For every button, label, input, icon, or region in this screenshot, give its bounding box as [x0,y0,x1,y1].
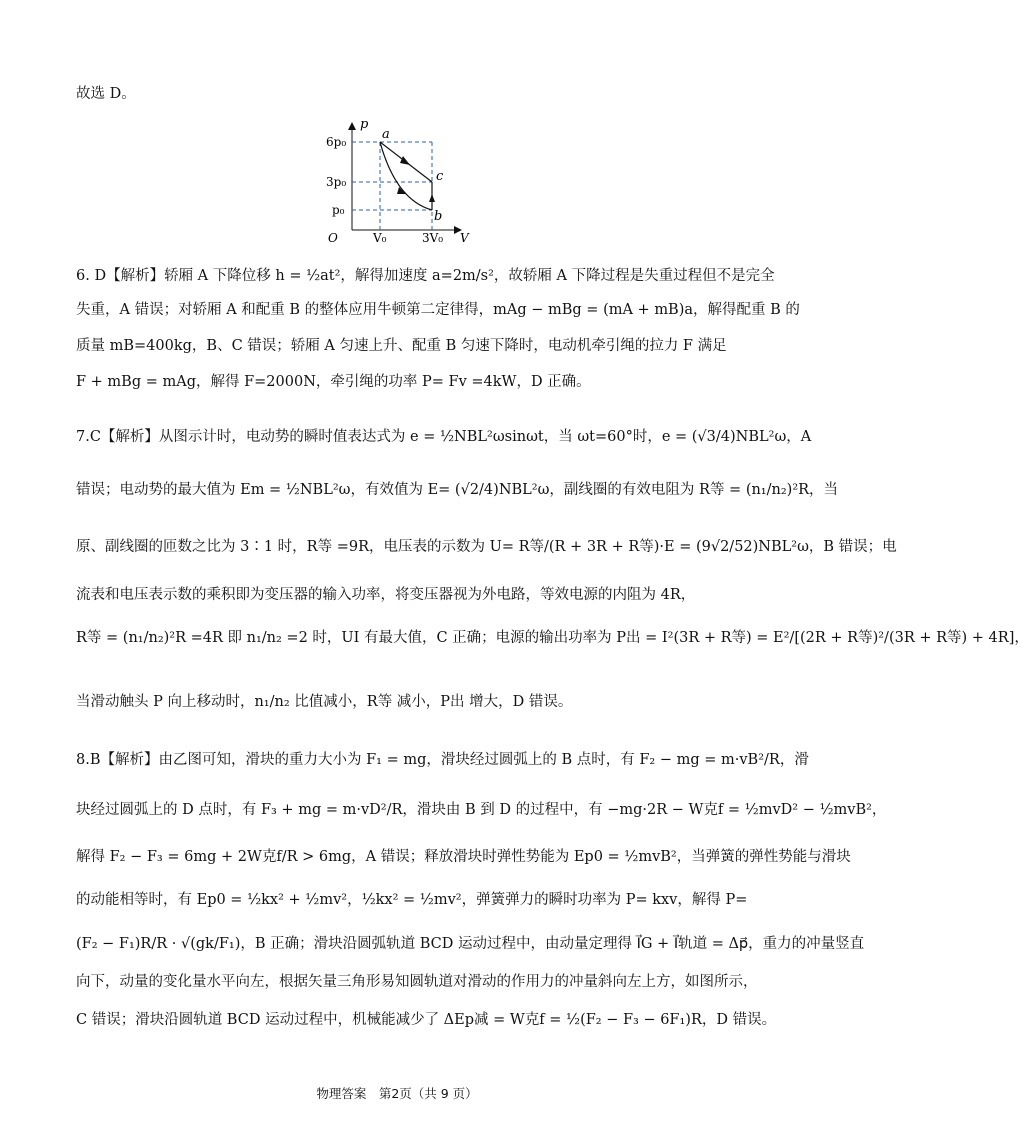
q8-line-5: (F₂ − F₁)R/R · √(gk/F₁)，B 正确；滑块沿圆弧轨道 BCD 运动过程中，由动量定理得 I⃗G + I⃗轨道 = Δp⃗，重力的冲量竖直 [76,936,865,952]
q6-line-2: 失重，A 错误；对轿厢 A 和配重 B 的整体应用牛顿第二定律得，mAg − mBg = (mA + mB)a，解得配重 B 的 [76,302,800,318]
q8-line-1: 8.B【解析】由乙图可知，滑块的重力大小为 F₁ = mg，滑块经过圆弧上的 B 点时，有 F₂ − mg = m·vB²/R，滑 [76,752,809,768]
q7-line-4: 流表和电压表示数的乘积即为变压器的输入功率，将变压器视为外电路，等效电源的内阻为 4R， [76,587,696,603]
q7-line-1: 7.C【解析】从图示计时，电动势的瞬时值表达式为 e = ½NBL²ωsinωt，当 ωt=60°时，e = (√3/4)NBL²ω，A [76,429,812,445]
p-axis-label: p [360,117,369,132]
q6-line-1: 6. D【解析】轿厢 A 下降位移 h = ½at²，解得加速度 a=2m/s²，故轿厢 A 下降过程是失重过程但不是完全 [76,268,775,284]
q8-line-7: C 错误；滑块沿圆轨道 BCD 运动过程中，机械能减少了 ΔEp减 = W克f = ½(F₂ − F₃ − 6F₁)R，D 错误。 [76,1012,777,1028]
arrow-b-c [429,194,435,202]
origin-label: O [328,231,338,245]
q8-line-4: 的动能相等时，有 Ep0 = ½kx² + ½mv²，½kx² = ½mv²，弹簧弹力的瞬时功率为 P= kxv，解得 P= [76,892,748,908]
q8-line-3: 解得 F₂ − F₃ = 6mg + 2W克f/R > 6mg，A 错误；释放滑块时弹性势能为 Ep0 = ½mvB²，当弹簧的弹性势能与滑块 [76,849,851,865]
page-footer: 物理答案 第2页（共 9 页） [316,1086,478,1101]
pv-diagram [300,117,480,245]
q8-line-6: 向下，动量的变化量水平向左，根据矢量三角形易知圆轨道对滑动的作用力的冲量斜向左上方，如图所示， [76,974,758,990]
q6-line-3: 质量 mB=400kg，B、C 错误；轿厢 A 匀速上升、配重 B 匀速下降时，电动机牵引绳的拉力 F 满足 [76,338,727,354]
point-c: c [436,169,444,184]
q7-line-5: R等 = (n₁/n₂)²R =4R 即 n₁/n₂ =2 时，UI 有最大值，C 正确；电源的输出功率为 P出 = I²(3R + R等) = E²/[(2R + R等)²/(3R + R等) + 4R]， [76,630,1029,646]
point-b: b [434,209,443,224]
q7-line-2: 错误；电动势的最大值为 Em = ½NBL²ω，有效值为 E= (√2/4)NBL²ω，副线圈的有效电阻为 R等 = (n₁/n₂)²R，当 [76,482,839,498]
point-a: a [382,127,390,142]
q8-line-2: 块经过圆弧上的 D 点时，有 F₃ + mg = m·vD²/R，滑块由 B 到 D 的过程中，有 −mg·2R − W克f = ½mvD² − ½mvB²， [76,802,887,818]
tick-v0: V₀ [373,231,387,245]
conclusion-line: 故选 D。 [76,86,136,102]
q6-line-4: F + mBg = mAg，解得 F=2000N，牵引绳的功率 P= Fv =4kW，D 正确。 [76,374,591,390]
v-axis-label: V [460,231,469,245]
arrow-a-c [400,156,410,165]
tick-6p0: 6p₀ [326,135,347,149]
tick-3v0: 3V₀ [422,231,444,245]
tick-3p0: 3p₀ [326,175,347,189]
q7-line-6: 当滑动触头 P 向上移动时，n₁/n₂ 比值减小，R等 减小，P出 增大，D 错误。 [76,694,573,710]
q7-line-3: 原、副线圈的匝数之比为 3∶1 时，R等 =9R，电压表的示数为 U= R等/(R + 3R + R等)·E = (9√2/52)NBL²ω，B 错误；电 [76,539,897,555]
tick-p0: p₀ [332,203,345,217]
